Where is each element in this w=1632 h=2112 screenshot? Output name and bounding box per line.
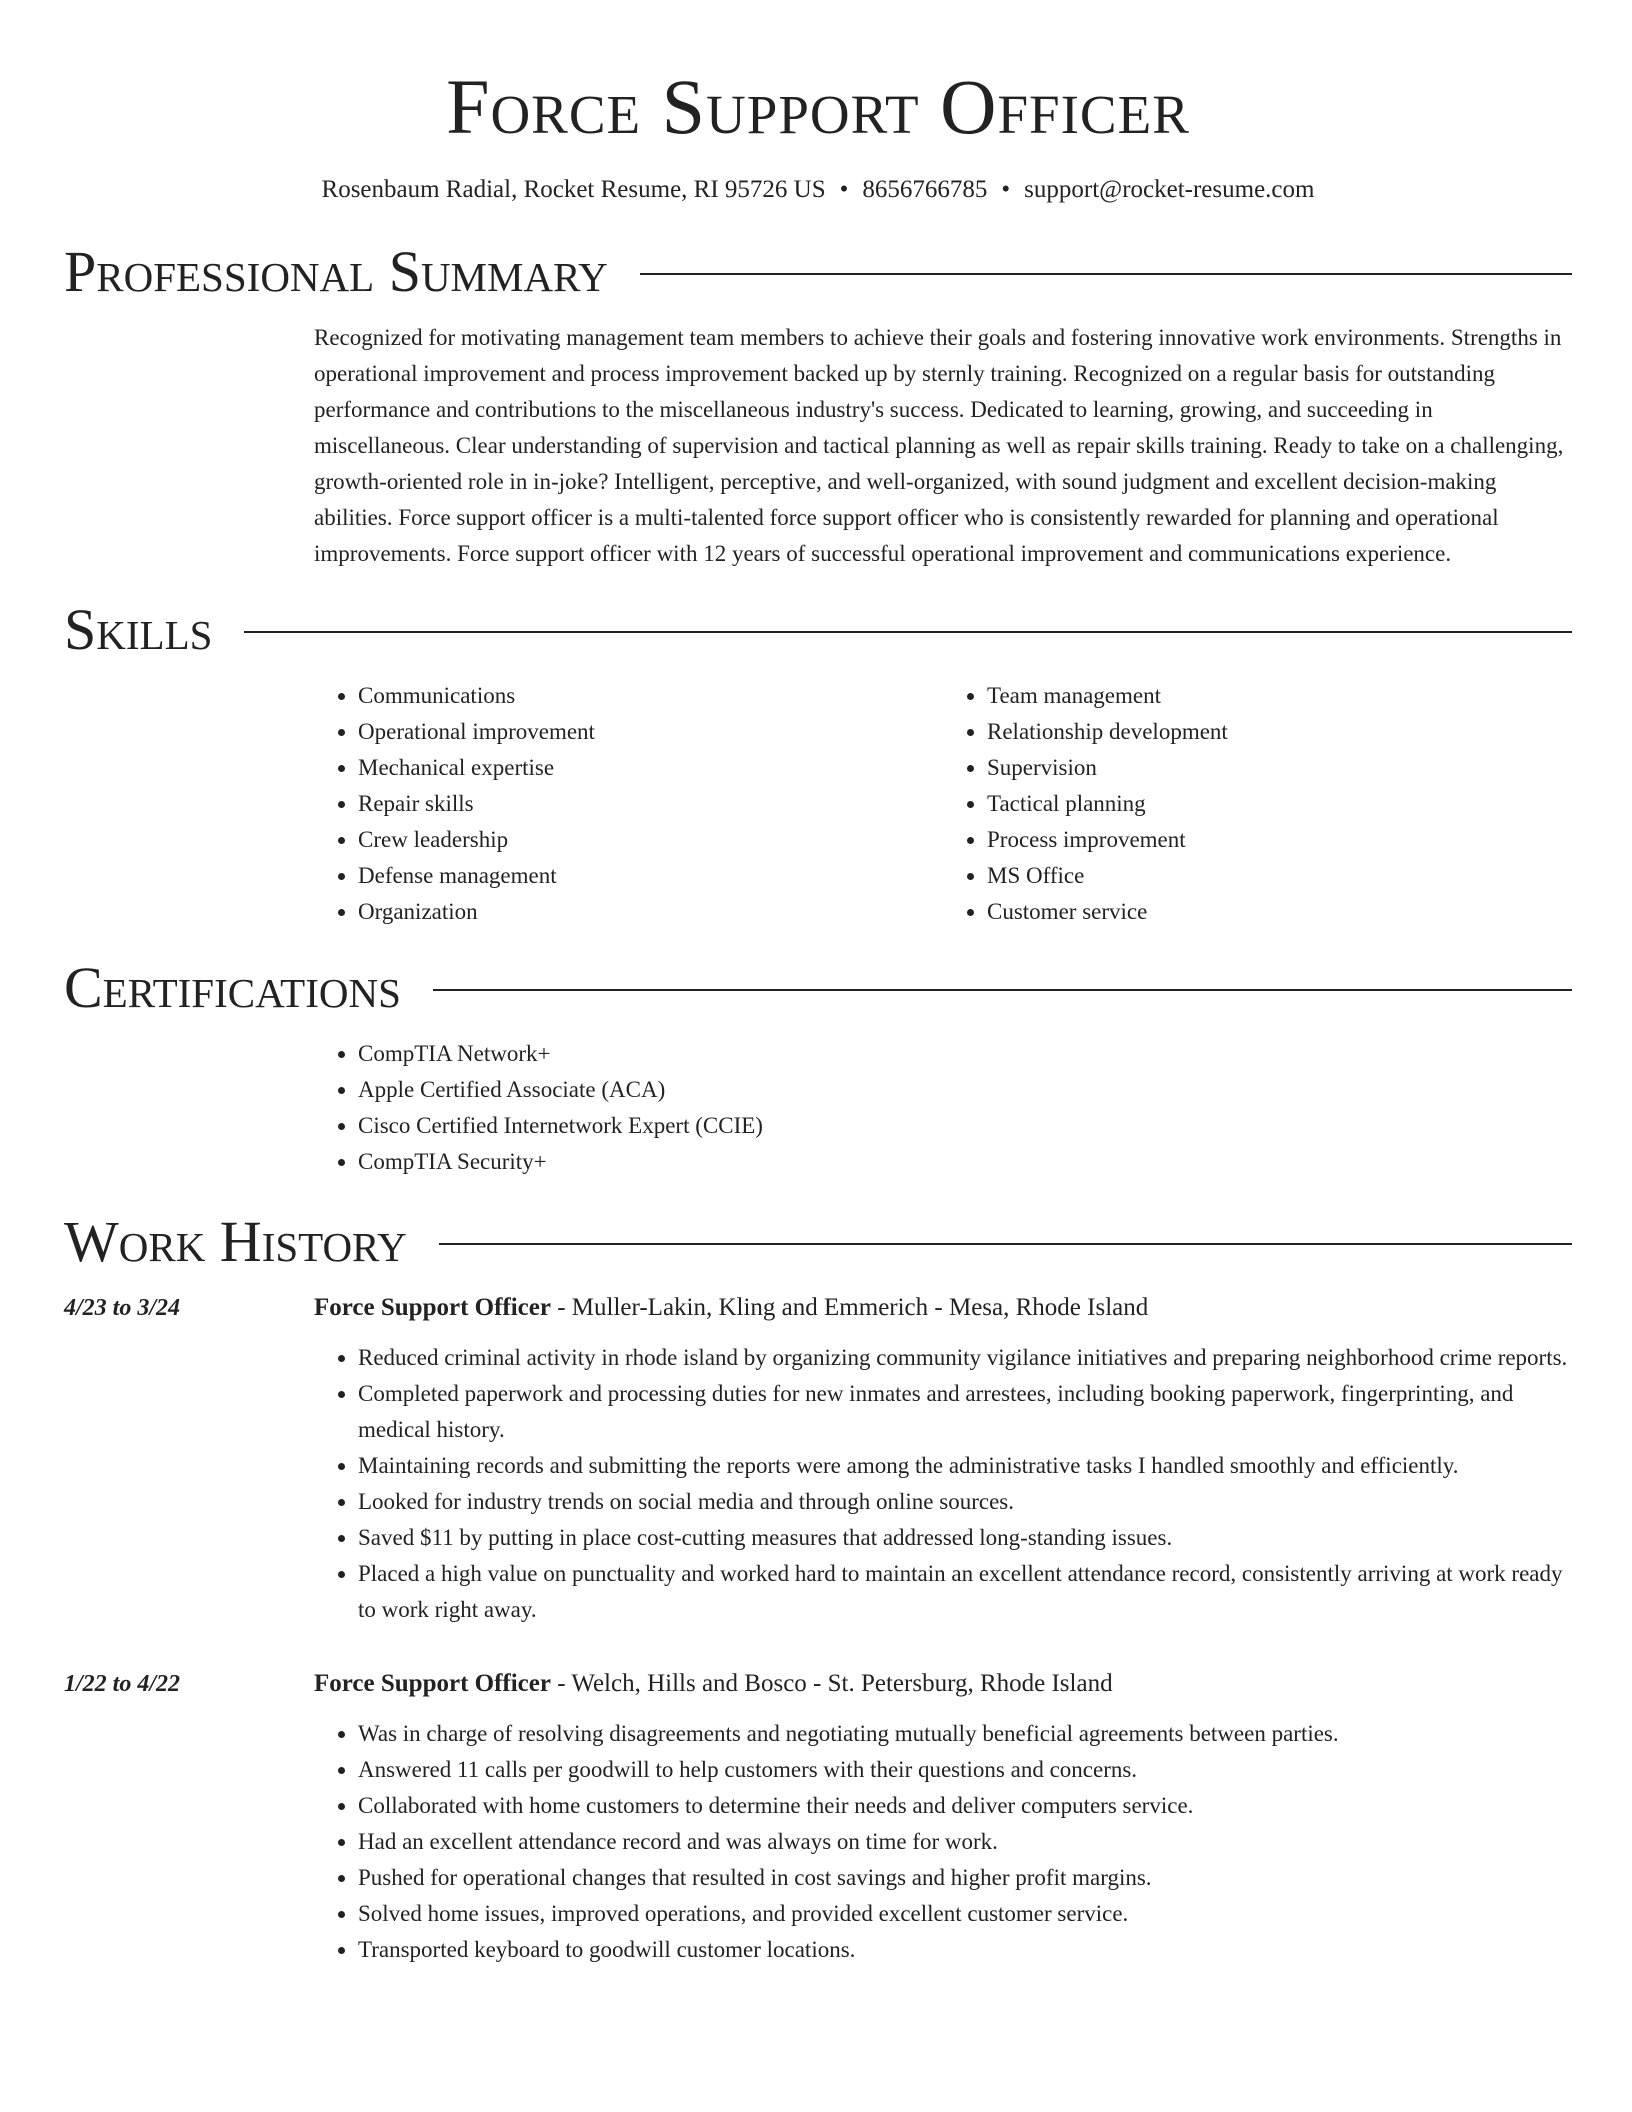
summary-section-header	[64, 240, 1572, 304]
resume-name: Force Support Officer	[446, 63, 1190, 150]
contact-address: Rosenbaum Radial, Rocket Resume, RI 95726 US	[321, 176, 826, 203]
certification-item: • CompTIA Network+	[358, 1036, 1572, 1072]
skills-list-right	[943, 678, 1572, 930]
skill-item: • Mechanical expertise	[358, 750, 943, 786]
certifications-section-header	[64, 956, 1572, 1020]
skills-section-header	[64, 598, 1572, 662]
job-bullet: • Collaborated with home customers to determine their needs and deliver computers service.	[358, 1788, 1572, 1824]
job-bullet: • Saved $11 by putting in place cost-cutting measures that addressed long-standing issues.	[358, 1520, 1572, 1556]
job-entry	[64, 1290, 1572, 1628]
section-divider	[433, 989, 1572, 991]
resume-page	[64, 0, 1572, 1968]
job-bullet: • Placed a high value on punctuality and worked hard to maintain an excellent attendance record, consistently arriving at work ready to work right away.	[358, 1556, 1572, 1628]
job-dates: 1/22 to 4/22	[64, 1671, 181, 1697]
job-bullet: • Had an excellent attendance record and was always on time for work.	[358, 1824, 1572, 1860]
skill-item: • Tactical planning	[987, 786, 1572, 822]
job-title: Force Support Officer	[314, 1294, 551, 1321]
skills-heading: Skills	[64, 597, 213, 662]
job-entry	[64, 1666, 1572, 1968]
job-bullets	[314, 1340, 1572, 1628]
certification-item: • Apple Certified Associate (ACA)	[358, 1072, 1572, 1108]
job-bullet: • Transported keyboard to goodwill customer locations.	[358, 1932, 1572, 1968]
skill-item: • Team management	[987, 678, 1572, 714]
contact-separator: •	[839, 176, 849, 203]
skill-item: • MS Office	[987, 858, 1572, 894]
job-bullet: • Solved home issues, improved operations, and provided excellent customer service.	[358, 1896, 1572, 1932]
job-bullets	[314, 1716, 1572, 1968]
certification-item: • CompTIA Security+	[358, 1144, 1572, 1180]
certifications-heading: Certifications	[64, 955, 401, 1020]
summary-heading: Professional Summary	[64, 239, 608, 304]
contact-phone: 8656766785	[862, 176, 988, 203]
skill-item: • Operational improvement	[358, 714, 943, 750]
job-bullet: • Reduced criminal activity in rhode island by organizing community vigilance initiatives and preparing neighborhood crime reports.	[358, 1340, 1572, 1376]
contact-email: support@rocket-resume.com	[1024, 176, 1315, 203]
work-heading: Work History	[64, 1209, 407, 1274]
skill-item: • Supervision	[987, 750, 1572, 786]
job-employer-location: - Welch, Hills and Bosco - St. Petersburg, Rhode Island	[550, 1670, 1113, 1697]
skill-item: • Organization	[358, 894, 943, 930]
job-details	[314, 1666, 1572, 1968]
skill-item: • Process improvement	[987, 822, 1572, 858]
work-history-section	[64, 1290, 1572, 1968]
skill-item: • Repair skills	[358, 786, 943, 822]
job-details	[314, 1290, 1572, 1628]
section-divider	[244, 631, 1572, 633]
section-divider	[640, 273, 1572, 275]
job-bullet: • Was in charge of resolving disagreements and negotiating mutually beneficial agreements between parties.	[358, 1716, 1572, 1752]
job-bullet: • Completed paperwork and processing duties for new inmates and arrestees, including booking paperwork, fingerprinting, and medical history.	[358, 1376, 1572, 1448]
work-section-header	[64, 1210, 1572, 1274]
job-bullet: • Pushed for operational changes that resulted in cost savings and higher profit margins.	[358, 1860, 1572, 1896]
section-divider	[439, 1243, 1572, 1245]
summary-text: Recognized for motivating management team members to achieve their goals and fostering innovative work environments. Strengths in operational improvement and process improvement backed up by sternly training. Recognized on a regular basis for outstanding performance and contributions to the miscellaneous industry's success. Dedicated to learning, growing, and succeeding in miscellaneous. Clear understanding of supervision and tactical planning as well as repair skills training. Ready to take on a challenging, growth-oriented role in in-joke? Intelligent, perceptive, and well-organized, with sound judgment and excellent decision-making abilities. Force support officer is a multi-talented force support officer who is consistently rewarded for planning and operational improvements. Force support officer with 12 years of successful operational improvement and communications experience.	[314, 325, 1564, 566]
skill-item: • Relationship development	[987, 714, 1572, 750]
skill-item: • Crew leadership	[358, 822, 943, 858]
job-title-line	[314, 1666, 1572, 1702]
job-bullet: • Answered 11 calls per goodwill to help customers with their questions and concerns.	[358, 1752, 1572, 1788]
skill-item: • Defense management	[358, 858, 943, 894]
job-title: Force Support Officer	[314, 1670, 551, 1697]
job-bullet: • Maintaining records and submitting the reports were among the administrative tasks I handled smoothly and efficiently.	[358, 1448, 1572, 1484]
job-employer-location: - Muller-Lakin, Kling and Emmerich - Mesa, Rhode Island	[550, 1294, 1149, 1321]
skill-item: • Customer service	[987, 894, 1572, 930]
skills-section	[314, 678, 1572, 930]
skills-list-left	[314, 678, 943, 930]
certifications-section	[314, 1036, 1572, 1180]
contact-separator: •	[1001, 176, 1011, 203]
certification-item: • Cisco Certified Internetwork Expert (CCIE)	[358, 1108, 1572, 1144]
job-bullet: • Looked for industry trends on social media and through online sources.	[358, 1484, 1572, 1520]
job-title-line	[314, 1290, 1572, 1326]
summary-section	[314, 320, 1572, 572]
skill-item: • Communications	[358, 678, 943, 714]
job-dates: 4/23 to 3/24	[64, 1295, 181, 1321]
contact-line	[64, 174, 1572, 206]
certifications-list	[314, 1036, 1572, 1180]
